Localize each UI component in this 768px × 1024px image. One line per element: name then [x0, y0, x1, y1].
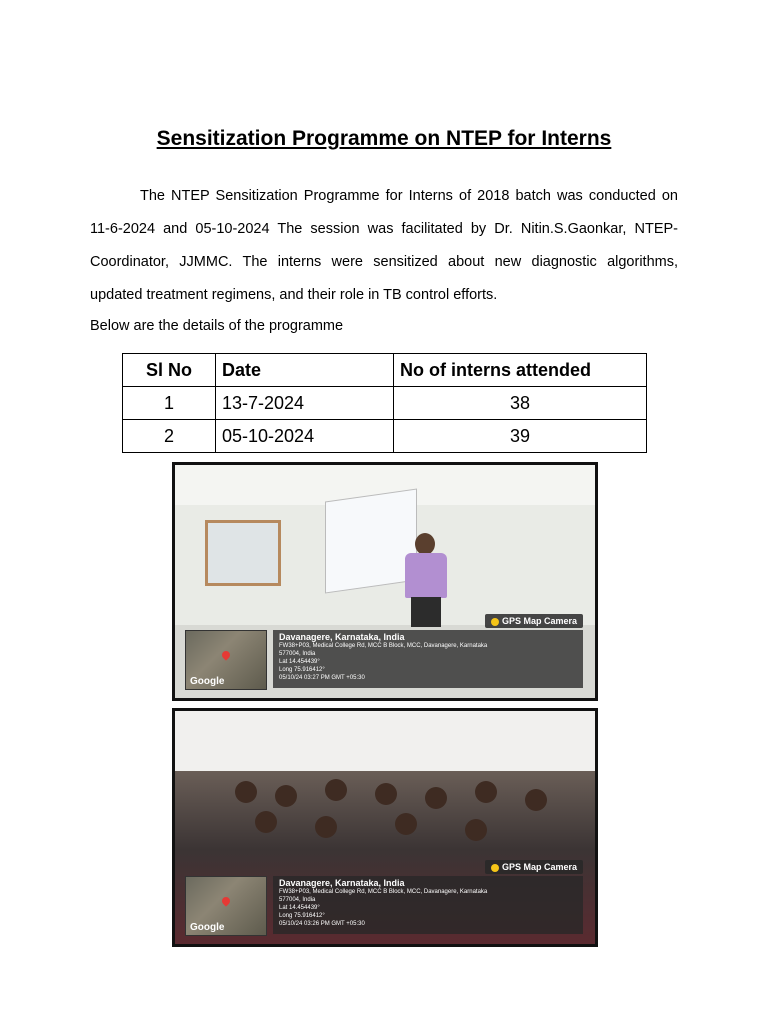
table-row	[123, 420, 647, 453]
header-date: Date	[216, 354, 394, 387]
document-title: Sensitization Programme on NTEP for Interns	[156, 127, 612, 150]
cell-sl-no: 1	[123, 387, 216, 420]
location-info: Davanagere, Karnataka, India FW38+P03, Medical College Rd, MCC B Block, MCC, Davanagere, Karnataka 577004, India Lat 14.454439° Long 75.916412° 05/10/24 03:26 PM GMT +05:30	[273, 876, 583, 934]
map-pin-icon	[220, 649, 231, 660]
gps-badge: GPS Map Camera	[485, 860, 583, 874]
presenter-figure	[403, 533, 448, 623]
cell-interns: 39	[394, 420, 647, 453]
photo-presentation	[172, 462, 598, 701]
programme-table	[122, 353, 647, 453]
paragraph-text: The NTEP Sensitization Programme for Interns of 2018 batch was conducted on 11-6-2024 and 05-10-2024 The session was facilitated by Dr. Nitin.S.Gaonkar, NTEP-Coordinator, JJMMC. The interns were sensitized about new diagnostic algorithms, updated treatment regimens, and their role in TB control efforts.	[90, 188, 678, 303]
cell-date: 13-7-2024	[216, 387, 394, 420]
photo-audience	[172, 708, 598, 947]
cell-date: 05-10-2024	[216, 420, 394, 453]
door	[205, 520, 281, 586]
gps-camera-icon	[491, 864, 499, 872]
header-interns: No of interns attended	[394, 354, 647, 387]
cell-sl-no: 2	[123, 420, 216, 453]
map-pin-icon	[220, 895, 231, 906]
map-thumbnail	[185, 630, 267, 690]
gps-overlay	[185, 876, 585, 936]
gps-overlay	[185, 630, 585, 690]
location-info: Davanagere, Karnataka, India FW38+P03, Medical College Rd, MCC B Block, MCC, Davanagere, Karnataka 577004, India Lat 14.454439° Long 75.916412° 05/10/24 03:27 PM GMT +05:30	[273, 630, 583, 688]
map-label: Google	[190, 922, 225, 933]
table-header-row	[123, 354, 647, 387]
map-thumbnail	[185, 876, 267, 936]
table-row	[123, 387, 647, 420]
cell-interns: 38	[394, 387, 647, 420]
table-intro: Below are the details of the programme	[90, 318, 344, 334]
description-paragraph	[90, 180, 678, 312]
gps-camera-icon	[491, 618, 499, 626]
gps-badge: GPS Map Camera	[485, 614, 583, 628]
header-sl-no: Sl No	[123, 354, 216, 387]
map-label: Google	[190, 676, 225, 687]
